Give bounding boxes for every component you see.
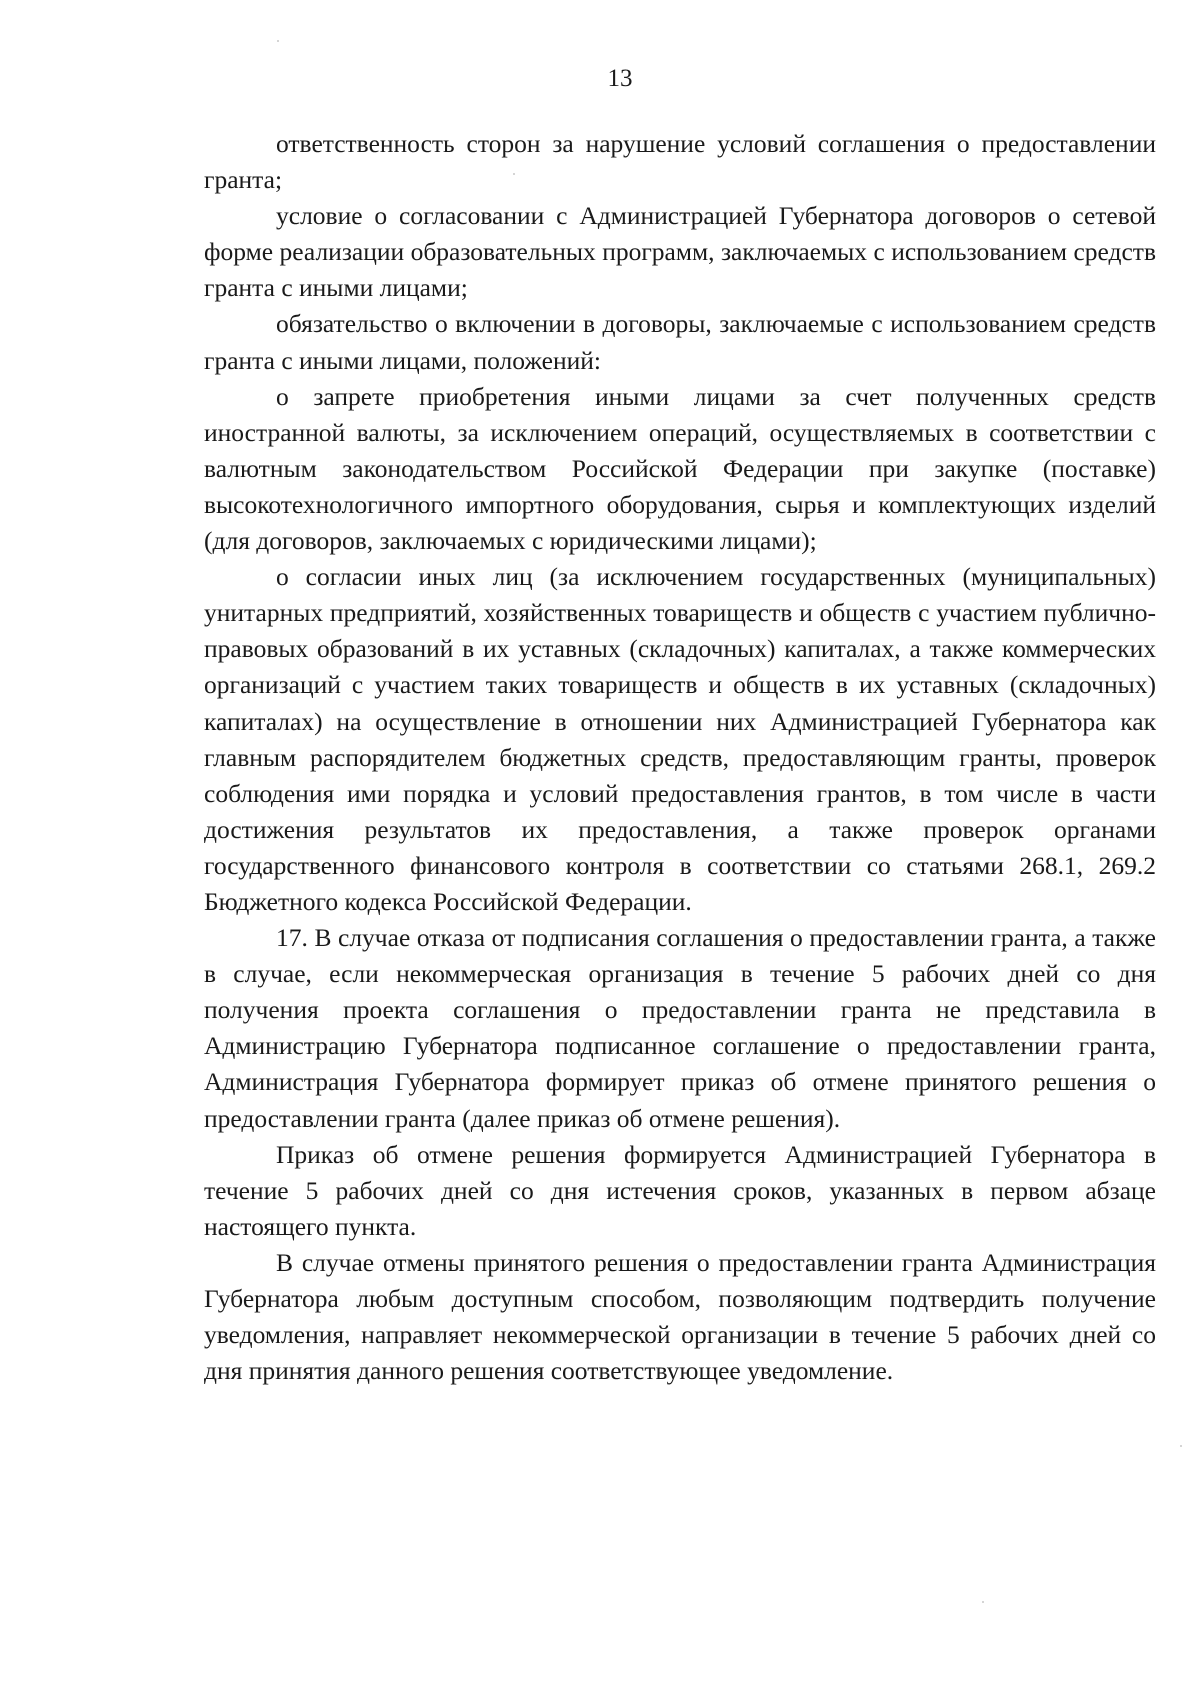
scan-speck	[1180, 1445, 1182, 1447]
paragraph-obligation: обязательство о включении в договоры, заключаемые с использованием средств гранта с иными лицами, положений:	[204, 309, 1156, 375]
paragraph-consent-inspections: о согласии иных лиц (за исключением государственных (муниципальных) унитарных предприятий, хозяйственных товариществ и обществ с участием публично-правовых образований в их уставных (складочных) капиталах, а также коммерческих организаций с участием таких товариществ и обществ в их уставных (складочных) капиталах) на осуществление в отношении них Администрацией Губернатора как главным распорядителем бюджетных средств, предоставляющим гранты, проверок соблюдения ими порядка и условий предоставления грантов, в том числе в части достижения результатов их предоставления, а также проверок органами государственного финансового контроля в соответствии со статьями 268.1, 269.2 Бюджетного кодекса Российской Федерации.	[204, 562, 1156, 916]
page-number: 13	[607, 65, 633, 92]
paragraph-liability: ответственность сторон за нарушение условий соглашения о предоставлении гранта;	[204, 129, 1156, 195]
paragraph-network-agreements: условие о согласовании с Администрацией Губернатора договоров о сетевой форме реализации образовательных программ, заключаемых с использованием средств гранта с иными лицами;	[204, 201, 1156, 303]
paragraph-notification: В случае отмены принятого решения о предоставлении гранта Администрация Губернатора любым доступным способом, позволяющим подтвердить получение уведомления, направляет некоммерческой организации в течение 5 рабочих дней со дня принятия данного решения соответствующее уведомление.	[204, 1247, 1156, 1386]
paragraph-currency-ban: о запрете приобретения иными лицами за счет полученных средств иностранной валюты, за исключением операций, осуществляемых в соответствии с валютным законодательством Российской Федерации при закупке (поставке) высокотехнологичного импортного оборудования, сырья и комплектующих изделий (для договоров, заключаемых с юридическими лицами);	[204, 381, 1156, 556]
paragraph-cancellation-order: Приказ об отмене решения формируется Администрацией Губернатора в течение 5 рабочих дней со дня истечения сроков, указанных в первом абзаце настоящего пункта.	[204, 1139, 1156, 1241]
document-body	[204, 126, 1156, 1389]
paragraph-item-17: 17. В случае отказа от подписания соглашения о предоставлении гранта, а также в случае, если некоммерческая организация в течение 5 рабочих дней со дня получения проекта соглашения о предоставлении гранта не представила в Администрацию Губернатора подписанное соглашение о предоставлении гранта, Администрация Губернатора формирует приказ об отмене принятого решения о предоставлении гранта (далее приказ об отмене решения).	[204, 923, 1156, 1133]
scan-speck	[277, 40, 279, 42]
scan-speck	[982, 1601, 984, 1603]
